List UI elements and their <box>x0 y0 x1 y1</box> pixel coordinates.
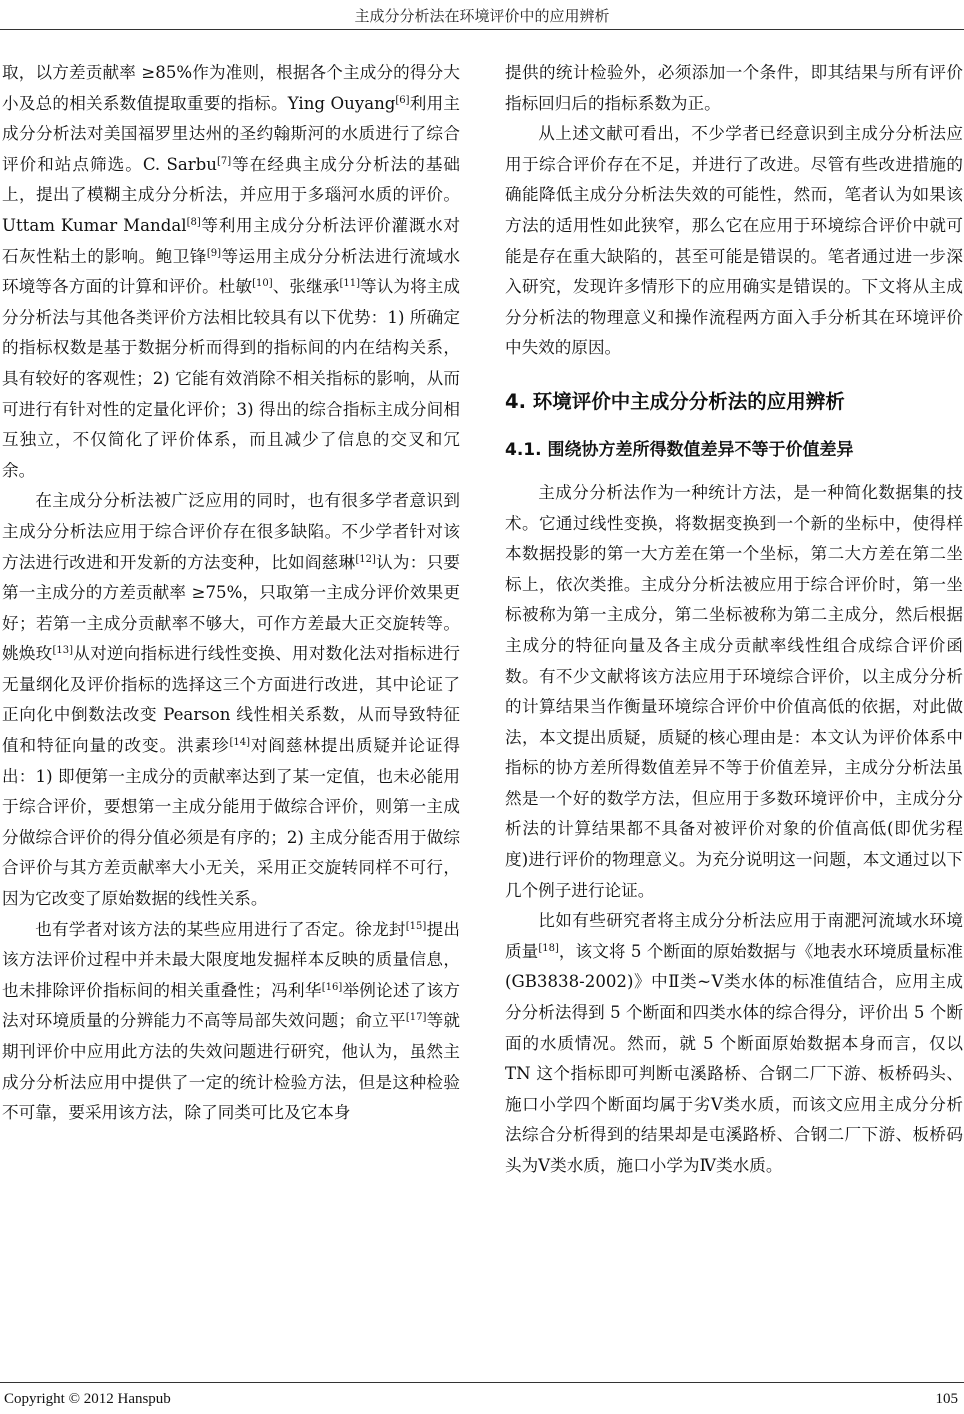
footer-rule <box>0 1382 964 1383</box>
running-header <box>0 0 964 32</box>
paragraph: 在主成分分析法被广泛应用的同时，也有很多学者意识到主成分分析法应用于综合评价存在很多缺陷。不少学者针对该方法进行改进和开发新的方法变种，比如阎慈琳[12]认为：只要第一主成分的方差贡献率 ≥75%，只取第一主成分评价效果更好；若第一主成分贡献率不够大，可作方差最大正交旋转等。姚焕玫[13]从对逆向指标进行线性变换、用对数化法对指标进行无量纲化及评价指标的选择这三个方面进行改进，其中论证了正向化中倒数法改变 Pearson 线性相关系数，从而导致特征值和特征向量的改变。洪素珍[14]对阎慈林提出质疑并论证得出：1) 即便第一主成分的贡献率达到了某一定值，也未必能用于综合评价，要想第一主成分能用于做综合评价，则第一主成分做综合评价的得分值必须是有序的；2) 主成分能否用于做综合评价与其方差贡献率大小无关，采用正交旋转同样不可行，因为它改变了原始数据的线性关系。 <box>2 491 461 909</box>
citation[interactable]: [9] <box>206 247 222 259</box>
citation[interactable]: [14] <box>229 737 251 749</box>
left-column <box>2 58 460 1129</box>
citation[interactable]: [17] <box>405 1012 427 1024</box>
paragraph: 从上述文献可看出，不少学者已经意识到主成分分析法应用于综合评价存在不足，并进行了改进。尽管有些改进措施的确能降低主成分分析法失效的可能性，然而，笔者认为如果该方法的适用性如此狭窄，那么它在应用于环境综合评价中就可能是存在重大缺陷的，甚至可能是错误的。笔者通过进一步深入研究，发现许多情形下的应用确实是错误的。下文将从主成分分析法的物理意义和操作流程两方面入手分析其在环境评价中失效的原因。 <box>505 124 963 358</box>
section-heading: 4. 环境评价中主成分分析法的应用辨析 <box>505 389 845 413</box>
running-title: 主成分分析法在环境评价中的应用辨析 <box>354 7 610 25</box>
citation[interactable]: [10] <box>252 278 273 290</box>
paragraph: 提供的统计检验外，必须添加一个条件，即其结果与所有评价指标回归后的指标系数为正。 <box>505 63 963 113</box>
citation[interactable]: [13] <box>52 645 74 657</box>
citation[interactable]: [7] <box>217 155 232 167</box>
citation[interactable]: [16] <box>321 981 343 993</box>
page-footer <box>0 1382 964 1414</box>
citation[interactable]: [12] <box>355 553 376 565</box>
subsection-heading: 4.1. 围绕协方差所得数值差异不等于价值差异 <box>505 439 854 460</box>
right-column <box>505 58 963 1182</box>
page-number: 105 <box>935 1391 958 1407</box>
copyright-notice: Copyright © 2012 Hanspub <box>4 1391 171 1407</box>
citation[interactable]: [15] <box>405 920 427 932</box>
citation[interactable]: [8] <box>186 216 201 228</box>
paragraph: 比如有些研究者将主成分分析法应用于南淝河流域水环境质量[18]，该文将 5 个断面的原始数据与《地表水环境质量标准(GB3838-2002)》中Ⅱ类~Ⅴ类水体的标准值结合，应用主成分分析法得到 5 个断面和四类水体的综合得分，评价出 5 个断面的水质情况。然而，就 5 个断面原始数据本身而言，仅以 TN 这个指标即可判断屯溪路桥、合钢二厂下游、板桥码头、施口小学四个断面均属于劣Ⅴ类水质，而该文应用主成分分析法综合分析得到的结果却是屯溪路桥、合钢二厂下游、板桥码头为Ⅴ类水质，施口小学为Ⅳ类水质。 <box>505 911 964 1175</box>
paragraph: 也有学者对该方法的某些应用进行了否定。徐龙封[15]提出该方法评价过程中并未最大限度地发掘样本反映的质量信息，也未排除评价指标间的相关重叠性；冯利华[16]举例论述了该方法对环境质量的分辨能力不高等局部失效问题；俞立平[17]等就期刊评价中应用此方法的失效问题进行研究，他认为，虽然主成分分析法应用中提供了一定的统计检验方法，但是这种检验不可靠，要采用该方法，除了同类可比及它本身 <box>2 919 461 1123</box>
paragraph: 主成分分析法作为一种统计方法，是一种简化数据集的技术。它通过线性变换，将数据变换到一个新的坐标中，使得样本数据投影的第一大方差在第一个坐标，第二大方差在第二坐标上，依次类推。主成分分析法被应用于综合评价时，第一坐标被称为第一主成分，第二坐标被称为第二主成分，然后根据主成分的特征向量及各主成分贡献率线性组合成综合评价函数。有不少文献将该方法应用于环境综合评价，以主成分分析的计算结果当作衡量环境综合评价中价值高低的依据，对此做法，本文提出质疑，质疑的核心理由是：本文认为评价体系中指标的协方差所得数值差异不等于价值差异，主成分分析法虽然是一个好的数学方法，但应用于多数环境评价中，主成分分析法的计算结果都不具备对被评价对象的价值高低(即优劣程度)进行评价的物理意义。为充分说明这一问题，本文通过以下几个例子进行论证。 <box>505 482 963 900</box>
citation[interactable]: [6] <box>395 94 410 106</box>
paragraph: 取，以方差贡献率 ≥85%作为准则，根据各个主成分的得分大小及总的相关系数值提取重要的指标。Ying Ouyang[6]利用主成分分析法对美国福罗里达州的圣约翰斯河的水质进行了综合评价和站点筛选。C. Sarbu[7]等在经典主成分分析法的基础上，提出了模糊主成分分析法，并应用于多瑙河水质的评价。Uttam Kumar Mandal[8]等利用主成分分析法评价灌溉水对石灰性粘土的影响。鲍卫锋[9]等运用主成分分析法进行流域水环境等各方面的计算和评价。杜敏[10]、张继承[11]等认为将主成分分析法与其他各类评价方法相比较具有以下优势：1) 所确定的指标权数是基于数据分析而得到的指标间的内在结构关系，具有较好的客观性；2) 它能有效消除不相关指标的影响，从而可进行有针对性的定量化评价；3) 得出的综合指标主成分间相互独立，不仅简化了评价体系，而且减少了信息的交叉和冗余。 <box>2 63 461 480</box>
citation[interactable]: [11] <box>339 278 360 290</box>
header-rule <box>0 29 964 30</box>
citation[interactable]: [18] <box>538 942 559 954</box>
